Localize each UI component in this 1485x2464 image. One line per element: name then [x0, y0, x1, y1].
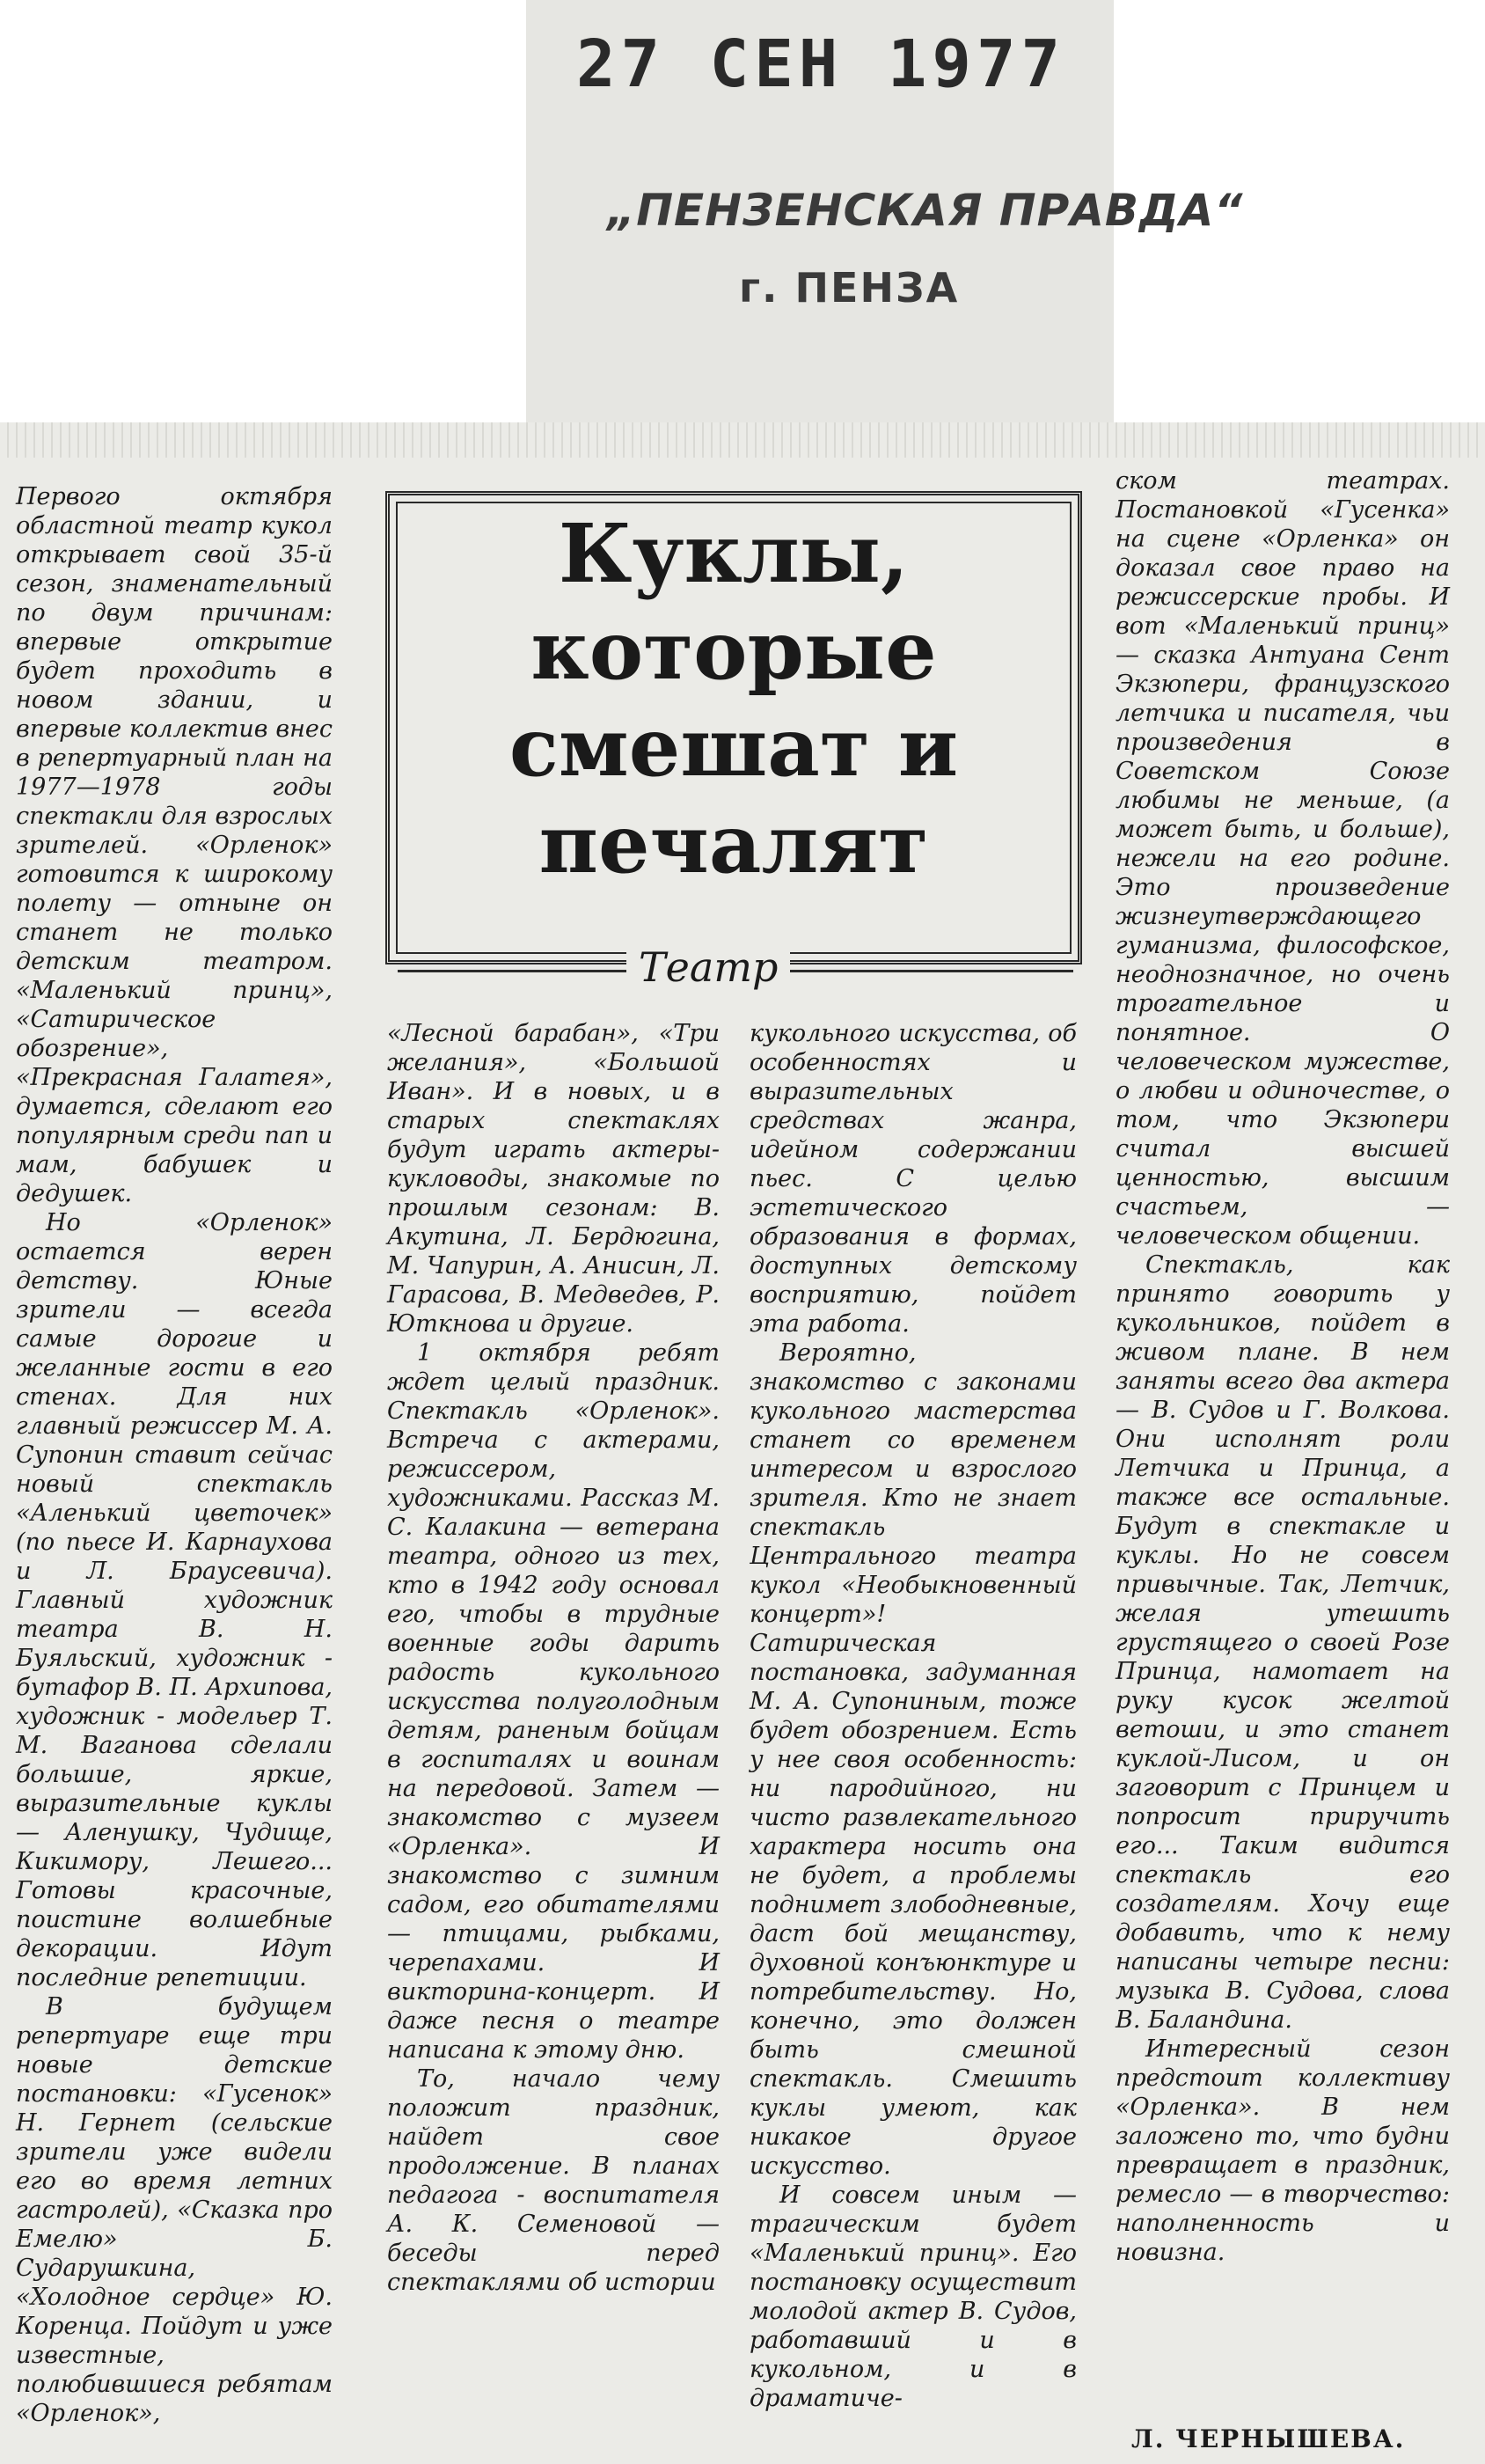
paragraph: кукольного искусства, об особенностях и выразительных средствах жанра, идейном содержании пьес. С целью эстетического образования в формах, доступных детскому восприятию, пойдет эта работа.	[750, 1020, 1077, 1338]
stamp-newspaper: „ПЕНЗЕНСКАЯ ПРАВДА“	[607, 185, 1244, 236]
paragraph: Первого октября областной театр кукол открывает свой 35-й сезон, знаменательный по двум причинам: впервые открытие будет проходить в новом здании, и впервые коллектив внес в репертуарный план на 1977—1978 годы спектакли для взрослых зрителей. «Орленок» готовится к широкому полету — отныне он станет не только детским театром. «Маленький принц», «Сатирическое обозрение», «Прекрасная Галатея», думается, сделают его популярным среди пап и мам, бабушек и дедушек.	[16, 483, 333, 1207]
rubric: Театр	[626, 943, 790, 991]
paragraph: 1 октября ребят ждет целый праздник. Спектакль «Орленок». Встреча с актерами, режиссером, художниками. Рассказ М. С. Калакина — ветерана театра, одного из тех, кто в 1942 году основал его, чтобы в трудные военные годы дарить радость кукольного искусства полуголодным детям, раненым бойцам в госпиталях и воинам на передовой. Затем — знакомство с музеем «Орленка». И знакомство с зимним садом, его обитателями — птицами, рыбками, черепахами. И викторина-концерт. И даже песня о театре написана к этому дню.	[387, 1339, 720, 2064]
stamp-date: 27 СЕН 1977	[576, 26, 1066, 102]
article-column-1	[16, 482, 333, 2428]
paragraph: Вероятно, знакомство с законами кукольного мастерства станет со временем интересом и взрослого зрителя. Кто не знает спектакль Центрального театра кукол «Необыкновенный концерт»! Сатирическая постановка, задуманная М. А. Супониным, тоже будет обозрением. Есть у нее своя особенность: ни пародийного, ни чисто развлекательного характера носить она не будет, а проблемы поднимет злободневные, даст бой мещанству, духовной конъюнктуре и потребительству. Но, конечно, это должен быть смешной спектакль. Смешить куклы умеют, как никакое другое искусство.	[750, 1339, 1077, 2180]
paragraph: То, начало чему положит праздник, найдет свое продолжение. В планах педагога - воспитателя А. К. Семеновой — беседы перед спектаклями об истории	[387, 2065, 720, 2296]
article-column-4	[1116, 466, 1450, 2267]
torn-edge	[0, 422, 1485, 458]
article-column-2	[387, 1019, 720, 2297]
paragraph: Спектакль, как принято говорить у кукольников, пойдет в живом плане. В нем заняты всего два актера — В. Судов и Г. Волкова. Они исполнят роли Летчика и Принца, а также все остальные. Будут в спектакле и куклы. Но не совсем привычные. Так, Летчик, желая утешить грустящего о своей Розе Принца, намотает на руку кусок желтой ветоши, и это станет куклой-Лисом, и он заговорит с Принцем и попросит приручить его... Таким видится спектакль его создателям. Хочу еще добавить, что к нему написаны четыре песни: музыка В. Судова, слова В. Баландина.	[1116, 1251, 1450, 2034]
paragraph: В будущем репертуаре еще три новые детские постановки: «Гусенок» Н. Гернет (сельские зрители уже видели его во время летних гастролей), «Сказка про Емелю» Б. Сударушкина, «Холодное сердце» Ю. Коренца. Пойдут и уже известные, полюбившиеся ребятам «Орленок»,	[16, 1993, 333, 2427]
paragraph: Но «Орленок» остается верен детству. Юные зрители — всегда самые дорогие и желанные гости в его стенах. Для них главный режиссер М. А. Супонин ставит сейчас новый спектакль «Аленький цветочек» (по пьесе И. Карнаухова и Л. Браусевича). Главный художник театра В. Н. Буяльский, художник - бутафор В. П. Архипова, художник - модельер Т. М. Ваганова сделали большие, яркие, выразительные куклы — Аленушку, Чудище, Кикимору, Лешего... Готовы красочные, поистине волшебные декорации. Идут последние репетиции.	[16, 1209, 333, 1991]
paragraph: ском театрах. Постановкой «Гусенка» на сцене «Орленка» он доказал свое право на режиссерские пробы. И вот «Маленький принц» — сказка Антуана Сент Экзюпери, французского летчика и писателя, чьи произведения в Советском Союзе любимы не меньше, (а может быть, и больше), нежели на его родине. Это произведение жизнеутверждающего гуманизма, философское, неоднозначное, но очень трогательное и понятное. О человеческом мужестве, о любви и одиночестве, о том, что Экзюпери считал высшей ценностью, высшим счастьем, — человеческом общении.	[1116, 467, 1450, 1250]
article-column-3	[750, 1019, 1077, 2413]
paragraph: Интересный сезон предстоит коллективу «Орленка». В нем заложено то, что будни превращает в праздник, ремесло — в творчество: наполненность и новизна.	[1116, 2035, 1450, 2266]
paragraph: И совсем иным — трагическим будет «Маленький принц». Его постановку осуществит молодой актер В. Судов, работавший и в кукольном, и в драматиче-	[750, 2182, 1077, 2412]
stamp-city: г. ПЕНЗА	[739, 264, 960, 312]
author-signature: Л. ЧЕРНЫШЕВА.	[1131, 2424, 1406, 2453]
headline: Куклы, которые смешат и печалят	[508, 506, 959, 891]
paragraph: «Лесной барабан», «Три желания», «Большой Иван». И в новых, и в старых спектаклях будут играть актеры-кукловоды, знакомые по прошлым сезонам: В. Акутина, Л. Бердюгина, М. Чапурин, А. Анисин, Л. Гарасова, В. Медведев, Р. Юткнова и другие.	[387, 1020, 720, 1338]
